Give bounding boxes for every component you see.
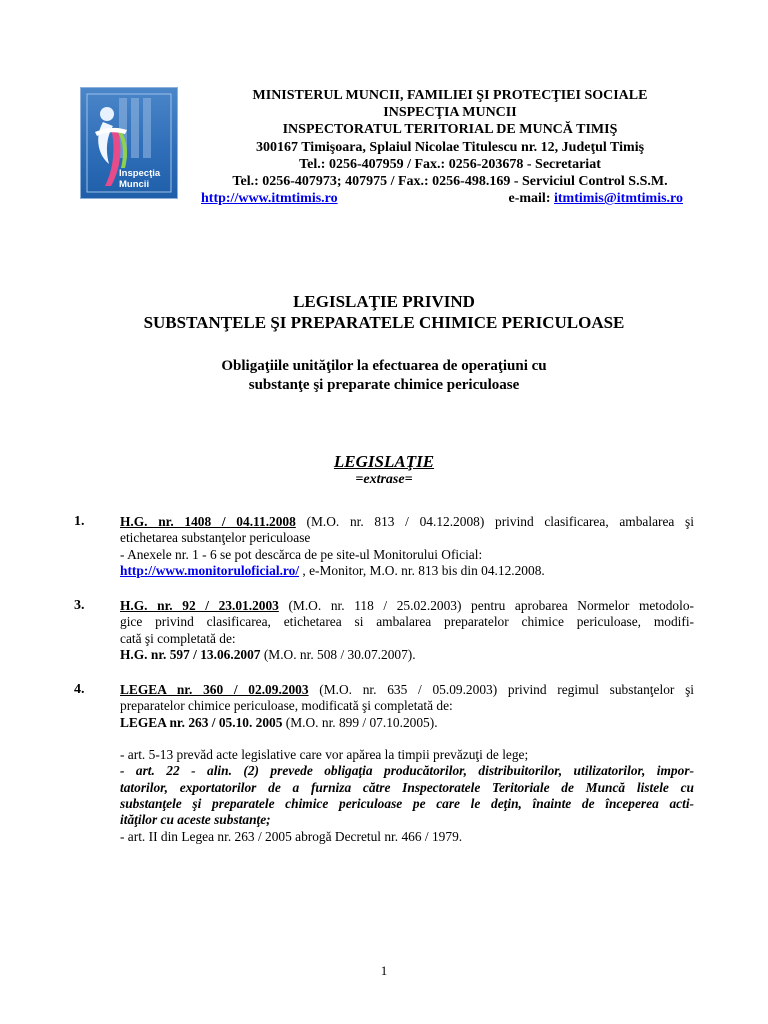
- email-label: e-mail:: [508, 191, 551, 207]
- item-text: , e-Monitor, M.O. nr. 813 bis din 04.12.2008.: [299, 562, 545, 578]
- item-reference: H.G. nr. 92 / 23.01.2003: [120, 598, 279, 613]
- legislation-extracts: =extrase=: [355, 472, 413, 487]
- page-number: 1: [380, 963, 388, 978]
- header-ministry: MINISTERUL MUNCII, FAMILIEI ŞI PROTECŢIEI SOCIALE: [252, 88, 648, 103]
- item-text: gice privind clasificarea, etichetarea si ambalarea preparatelor chimice periculoase, modifi-: [120, 614, 694, 630]
- item-reference: H.G. nr. 597 / 13.06.2007: [120, 646, 261, 662]
- item-text: - Anexele nr. 1 - 6 se pot descărca de pe site-ul Monitorului Oficial:: [120, 546, 483, 562]
- logo-text: Inspecţia Muncii: [119, 168, 161, 190]
- item-paragraph-emphasis: tatorilor, exportatorilor de a furniza către Inspectoratele Teritoriale de Muncă listele cu: [120, 779, 694, 795]
- legislation-item: [120, 598, 694, 663]
- item-text: cată şi completată de:: [120, 630, 236, 646]
- item-paragraph-emphasis: substanţele şi preparatele chimice periculoase pe care le deţin, înainte de începerea acti-: [120, 796, 694, 812]
- item-paragraph-emphasis: - art. 22 - alin. (2) prevede obligaţia producătorilor, distribuitorilor, utilizatorilor, impor-: [120, 763, 694, 779]
- item-paragraph: - art. 5-13 prevăd acte legislative care vor apărea la timpii prevăzuţi de lege;: [120, 747, 529, 763]
- item-text: etichetarea substanţelor periculoase: [120, 530, 311, 546]
- document-subtitle: [0, 357, 768, 395]
- subtitle-line-2: substanţe şi preparate chimice periculoase: [248, 377, 520, 393]
- item-reference: LEGEA nr. 263 / 05.10. 2005: [120, 714, 283, 730]
- item-number: 3.: [74, 598, 85, 613]
- item-number: 4.: [74, 682, 85, 697]
- website-link[interactable]: http://www.itmtimis.ro: [201, 191, 338, 207]
- subtitle-line-1: Obligaţiile unităţilor la efectuarea de operaţiuni cu: [221, 358, 547, 374]
- header-address: 300167 Timişoara, Splaiul Nicolae Titulescu nr. 12, Judeţul Timiş: [255, 139, 645, 155]
- header-phone-ssm: Tel.: 0256-407973; 407975 / Fax.: 0256-498.169 - Serviciul Control S.S.M.: [232, 174, 668, 190]
- item-text: (M.O. nr. 118 / 25.02.2003) pentru aprobarea Normelor metodolo-: [278, 598, 694, 613]
- header-contacts: [195, 190, 705, 207]
- inspectia-muncii-logo: [80, 87, 178, 199]
- item-text: (M.O. nr. 635 / 05.09.2003) privind regimul substanţelor şi: [308, 682, 694, 697]
- header-phone-secretariat: Tel.: 0256-407959 / Fax.: 0256-203678 - Secretariat: [299, 156, 601, 172]
- item-text: (M.O. nr. 899 / 07.10.2005).: [282, 714, 438, 730]
- item-reference: LEGEA nr. 360 / 02.09.2003: [120, 682, 309, 697]
- document-title: [0, 291, 768, 333]
- legislation-title: LEGISLAŢIE: [333, 452, 435, 471]
- header-inspectorate: INSPECTORATUL TERITORIAL DE MUNCĂ TIMIŞ: [282, 122, 618, 138]
- document-header: [195, 87, 705, 207]
- email-block: [509, 190, 684, 207]
- monitorul-oficial-link[interactable]: http://www.monitoruloficial.ro/: [120, 562, 300, 578]
- email-link[interactable]: itmtimis@itmtimis.ro: [553, 191, 683, 207]
- legislation-heading: [0, 453, 768, 489]
- item-text: preparatelor chimice periculoase, modificată şi completată de:: [120, 698, 453, 714]
- item-paragraph-emphasis: ităţilor cu aceste substanţe;: [120, 812, 271, 828]
- legislation-item: [120, 514, 694, 579]
- item-paragraph: - art. II din Legea nr. 263 / 2005 abrogă Decretul nr. 466 / 1979.: [120, 828, 463, 844]
- item-number: 1.: [74, 514, 85, 529]
- title-line-1: LEGISLAŢIE PRIVIND: [293, 292, 475, 311]
- item-text: (M.O. nr. 813 / 04.12.2008) privind clasificarea, ambalarea şi: [295, 514, 694, 529]
- title-line-2: SUBSTANŢELE ŞI PREPARATELE CHIMICE PERICULOASE: [143, 313, 625, 332]
- legislation-item: [120, 682, 694, 845]
- header-inspection: INSPECŢIA MUNCII: [383, 105, 517, 121]
- item-reference: H.G. nr. 1408 / 04.11.2008: [120, 514, 296, 529]
- item-text: (M.O. nr. 508 / 30.07.2007).: [260, 646, 416, 662]
